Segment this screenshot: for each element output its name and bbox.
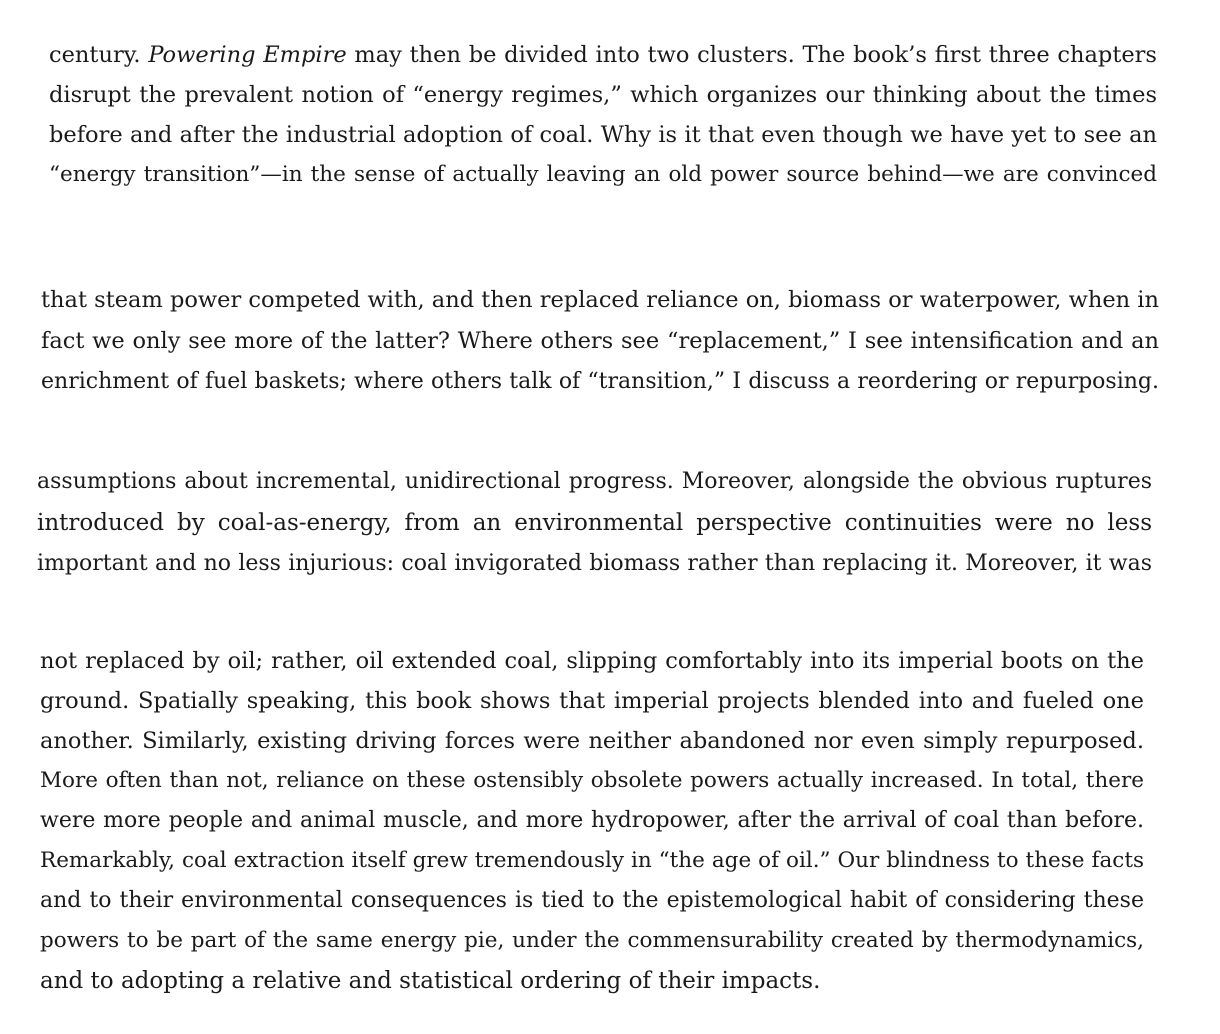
- text-fragment: century.: [49, 42, 149, 68]
- text-line: disrupt the prevalent notion of “energy regimes,” which organizes our thinking about the times: [49, 82, 1157, 108]
- text-block-4: [40, 646, 1144, 1006]
- text-line: another. Similarly, existing driving forces were neither abandoned nor even simply repurposed.: [40, 728, 1144, 754]
- text-line: that steam power competed with, and then replaced reliance on, biomass or waterpower, when in: [41, 287, 1159, 313]
- text-block-2: [41, 285, 1159, 395]
- text-line: introduced by coal-as-energy, from an environmental perspective continuities were no less: [37, 510, 1152, 536]
- text-line: More often than not, reliance on these ostensibly obsolete powers actually increased. In total, there: [40, 768, 1144, 793]
- book-title: Powering Empire: [148, 42, 347, 68]
- text-line: fact we only see more of the latter? Where others see “replacement,” I see intensification and an: [41, 328, 1159, 354]
- text-line: ground. Spatially speaking, this book shows that imperial projects blended into and fueled one: [40, 688, 1144, 714]
- text-line: enrichment of fuel baskets; where others talk of “transition,” I discuss a reordering or repurposing.: [41, 369, 1159, 394]
- text-fragment: may then be divided into two clusters. The book’s first three chapters: [346, 42, 1157, 68]
- text-line: “energy transition”—in the sense of actually leaving an old power source behind—we are convinced: [49, 162, 1157, 187]
- text-line: powers to be part of the same energy pie, under the commensurability created by thermodynamics,: [40, 928, 1144, 953]
- text-line: were more people and animal muscle, and more hydropower, after the arrival of coal than before.: [40, 808, 1144, 833]
- text-line: and to their environmental consequences is tied to the epistemological habit of considering these: [40, 888, 1144, 913]
- text-block-1: [49, 40, 1157, 190]
- text-line: Remarkably, coal extraction itself grew tremendously in “the age of oil.” Our blindness to these facts: [40, 848, 1144, 873]
- text-line: not replaced by oil; rather, oil extended coal, slipping comfortably into its imperial boots on the: [40, 648, 1144, 674]
- text-line: important and no less injurious: coal invigorated biomass rather than replacing it. Moreover, it was: [37, 551, 1152, 576]
- text-line: assumptions about incremental, unidirectional progress. Moreover, alongside the obvious ruptures: [37, 469, 1152, 494]
- text-line: before and after the industrial adoption of coal. Why is it that even though we have yet to see an: [49, 122, 1157, 148]
- text-line-last: and to adopting a relative and statistical ordering of their impacts.: [40, 968, 821, 994]
- text-line: [49, 40, 1157, 70]
- text-block-3: [37, 467, 1152, 577]
